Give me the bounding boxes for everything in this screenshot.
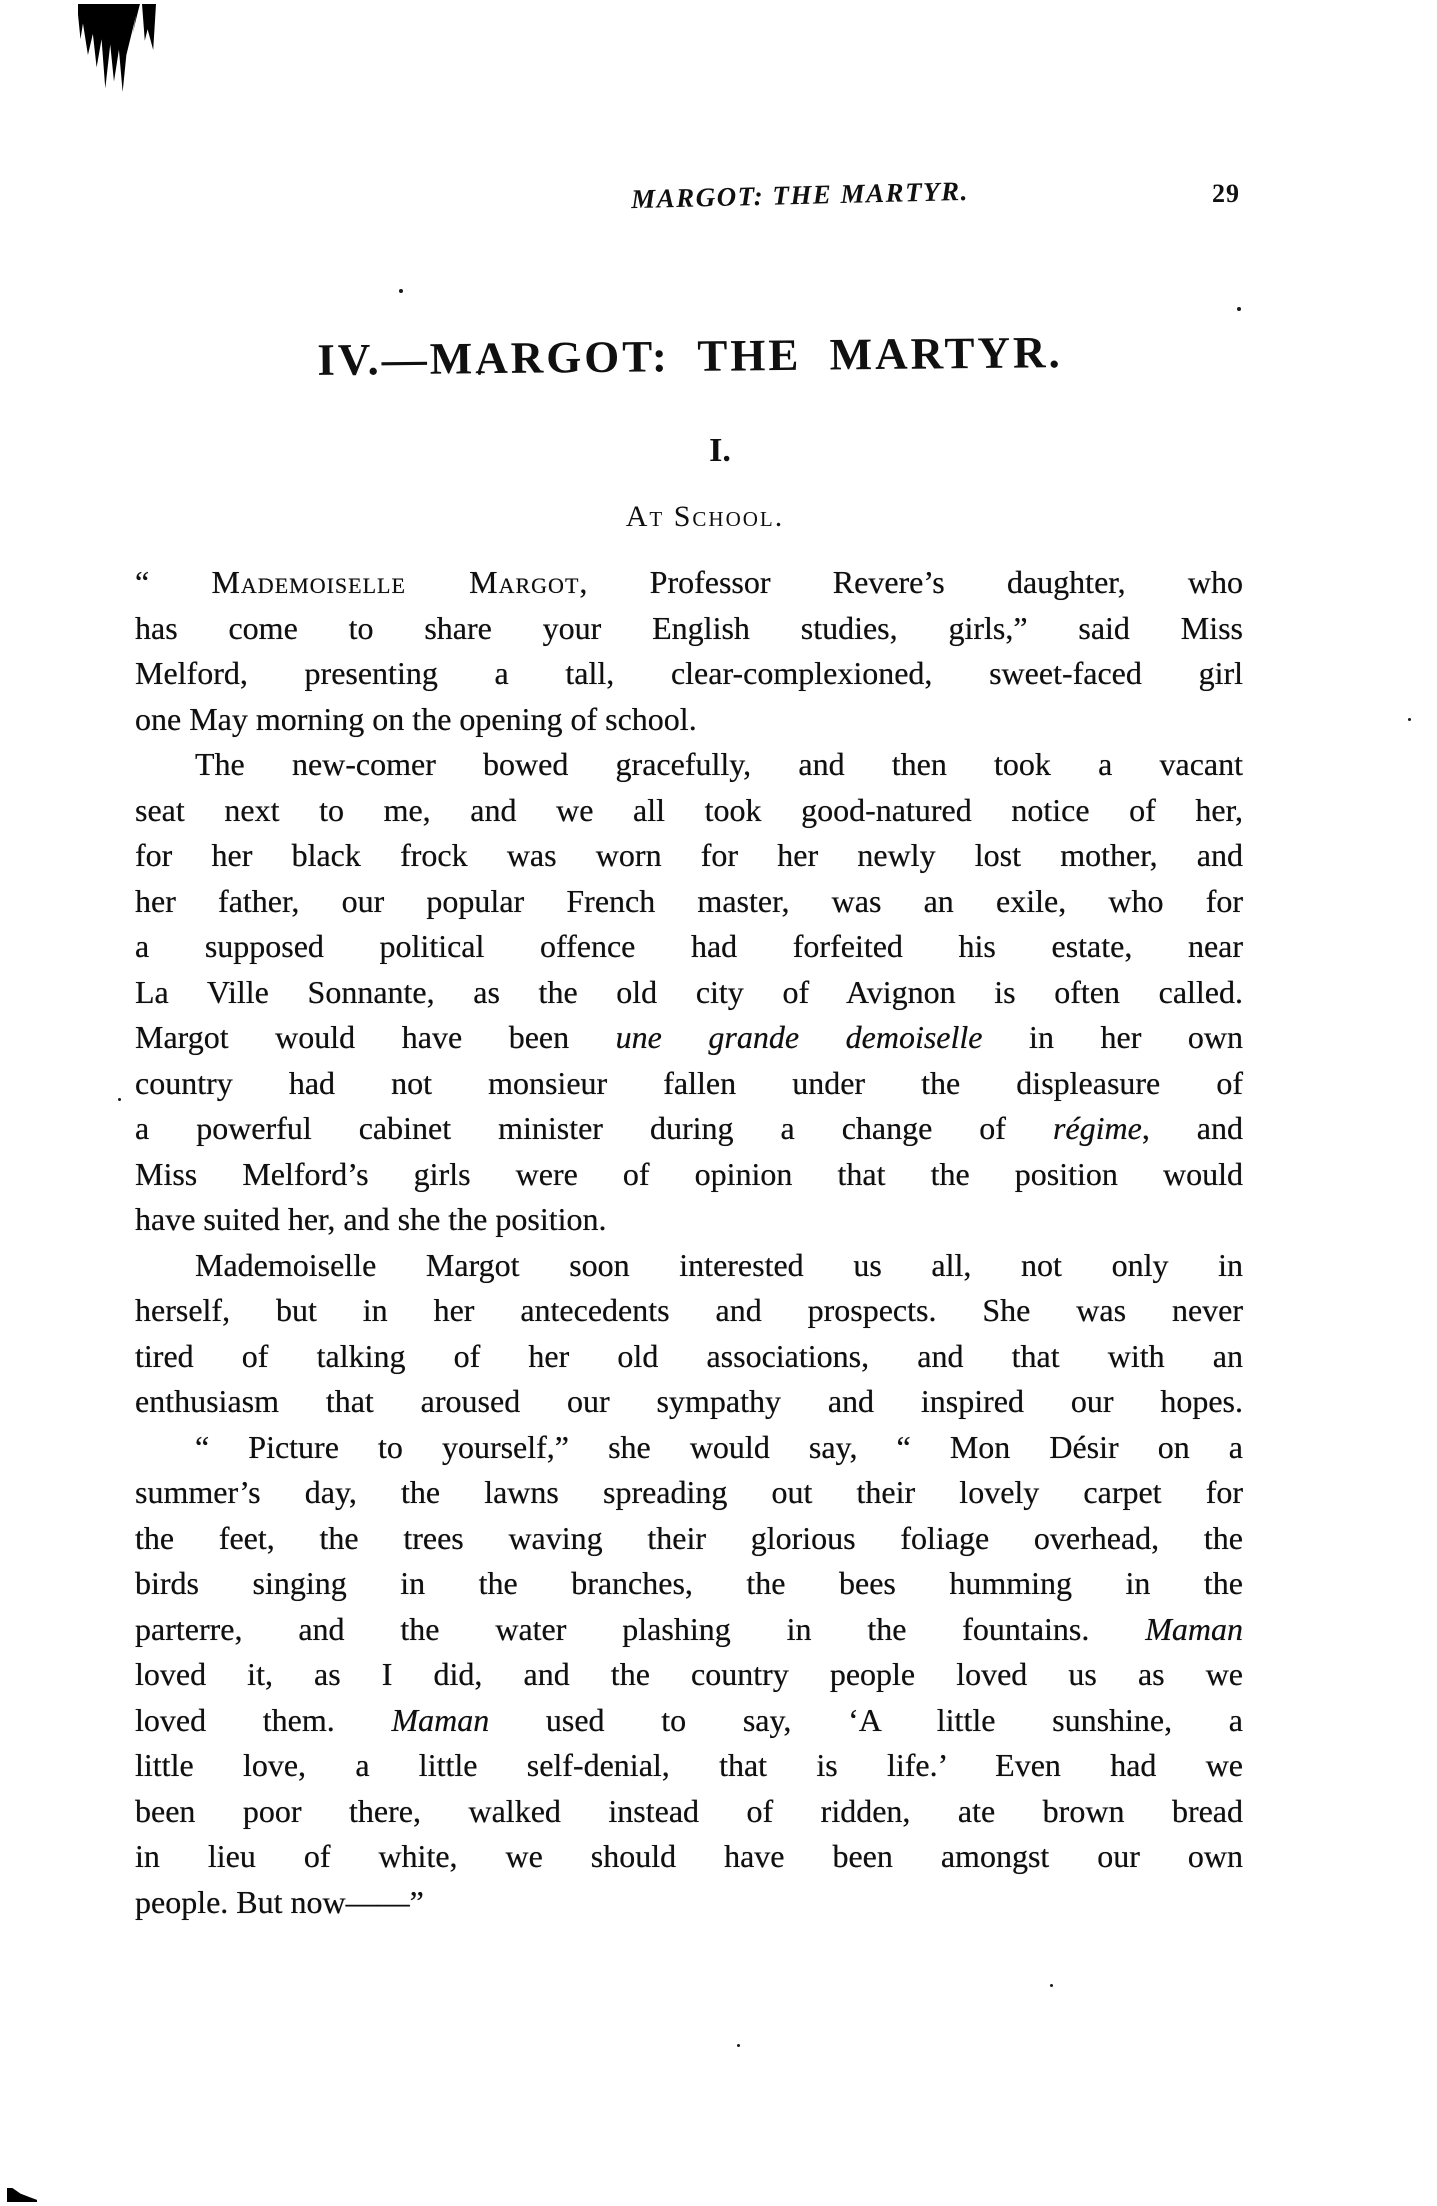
text-segment: the feet, the trees waving their glorious foliage overhead, the (135, 1519, 1243, 1556)
text-segment: in her own (982, 1019, 1244, 1055)
text-segment: Melford, presenting a tall, clear-complexioned, sweet-faced girl (135, 655, 1243, 691)
text-segment: has come to share your English studies, girls,” said Miss (135, 609, 1243, 646)
body-line (135, 1061, 1243, 1107)
text-segment: loved it, as I did, and the country people loved us as we (135, 1656, 1243, 1692)
body-line (135, 697, 1243, 743)
body-line (135, 1561, 1243, 1607)
italic-text: Maman (391, 1701, 490, 1738)
text-segment: for her black frock was worn for her newly lost mother, and (135, 837, 1243, 873)
paragraph (135, 1425, 1243, 1926)
text-segment: one May morning on the opening of school. (135, 700, 697, 737)
text-segment: tired of talking of her old associations, and that with an (135, 1337, 1243, 1374)
text-segment: seat next to me, and we all took good-natured notice of her, (135, 791, 1243, 828)
text-segment: The new-comer bowed gracefully, and then took a vacant (195, 746, 1243, 782)
body-line (135, 560, 1243, 606)
text-segment: little love, a little self-denial, that is life.’ Even had we (135, 1747, 1243, 1783)
body-line (135, 1698, 1243, 1744)
text-segment: “ (135, 564, 212, 600)
body-line (135, 1243, 1243, 1289)
scan-speck (1408, 718, 1411, 721)
ink-streak-artifact (142, 4, 156, 50)
text-segment: country had not monsieur fallen under the displeasure of (135, 1064, 1243, 1101)
scan-speck (1050, 1984, 1053, 1987)
body-line (135, 1425, 1243, 1471)
section-number: I. (709, 432, 731, 469)
body-line (135, 970, 1243, 1016)
text-segment: herself, but in her antecedents and prospects. She was never (135, 1292, 1243, 1328)
text-segment: loved them. (135, 1701, 392, 1738)
body-line (135, 651, 1243, 697)
text-segment: her father, our popular French master, was an exile, who for (135, 882, 1243, 919)
body-line (135, 1743, 1243, 1789)
italic-text: Maman (1145, 1610, 1243, 1647)
corner-mark-artifact (7, 2188, 37, 2202)
body-line (135, 924, 1243, 970)
text-segment: Mademoiselle Margot soon interested us all, not only in (195, 1246, 1243, 1283)
text-segment: people. But now——” (135, 1883, 424, 1920)
body-line (135, 1334, 1243, 1380)
text-segment: , Professor Revere’s daughter, who (579, 564, 1244, 600)
italic-text: régime (1052, 1110, 1142, 1146)
scan-speck (737, 2044, 740, 2047)
body-line (135, 606, 1243, 652)
text-segment: been poor there, walked instead of ridden, ate brown bread (135, 1792, 1243, 1829)
paragraph (135, 1243, 1243, 1425)
body-line (135, 1288, 1243, 1334)
text-segment: a powerful cabinet minister during a change of (135, 1110, 1053, 1146)
text-segment: Miss Melford’s girls were of opinion that the position would (135, 1155, 1243, 1192)
body-line (135, 1607, 1243, 1653)
body-line (135, 1197, 1243, 1243)
body-line (135, 1015, 1243, 1061)
body-line (135, 1880, 1243, 1926)
text-segment: “ Picture to yourself,” she would say, “ Mon Désir on a (195, 1428, 1243, 1465)
body-line (135, 879, 1243, 925)
body-line (135, 1152, 1243, 1198)
text-segment: parterre, and the water plashing in the fountains. (135, 1610, 1146, 1647)
italic-text: une grande demoiselle (615, 1019, 983, 1055)
text-segment: in lieu of white, we should have been amongst our own (135, 1838, 1243, 1874)
body-line (135, 1652, 1243, 1698)
body-line (135, 1789, 1243, 1835)
scan-speck (399, 289, 403, 293)
body-line (135, 1379, 1243, 1425)
text-segment: birds singing in the branches, the bees humming in the (135, 1565, 1243, 1601)
smallcaps-text: Mademoiselle Margot (211, 564, 580, 600)
body-line (135, 1470, 1243, 1516)
body-text (135, 560, 1243, 1925)
text-segment: summer’s day, the lawns spreading out their lovely carpet for (135, 1474, 1243, 1510)
body-line (135, 1106, 1243, 1152)
body-line (135, 833, 1243, 879)
body-line (135, 1516, 1243, 1562)
text-segment: Margot would have been (135, 1019, 616, 1055)
text-segment: La Ville Sonnante, as the old city of Avignon is often called. (135, 973, 1243, 1010)
scan-speck (1237, 307, 1241, 311)
running-header: MARGOT: THE MARTYR. (630, 175, 970, 215)
text-segment: enthusiasm that aroused our sympathy and inspired our hopes. (135, 1383, 1243, 1419)
text-segment: used to say, ‘A little sunshine, a (489, 1701, 1244, 1738)
scan-speck (118, 1098, 121, 1101)
paragraph (135, 742, 1243, 1243)
chapter-title: IV.—MARGOT: THE MARTYR. (317, 327, 1063, 385)
body-line (135, 1834, 1243, 1880)
body-line (135, 742, 1243, 788)
text-segment: , and (1141, 1110, 1244, 1146)
body-line (135, 788, 1243, 834)
paragraph (135, 560, 1243, 742)
text-segment: a supposed political offence had forfeited his estate, near (135, 928, 1243, 964)
page-number: 29 (1212, 179, 1240, 208)
section-heading: At School. (625, 500, 785, 533)
text-segment: have suited her, and she the position. (135, 1201, 607, 1237)
ink-smudge-artifact (78, 4, 140, 92)
